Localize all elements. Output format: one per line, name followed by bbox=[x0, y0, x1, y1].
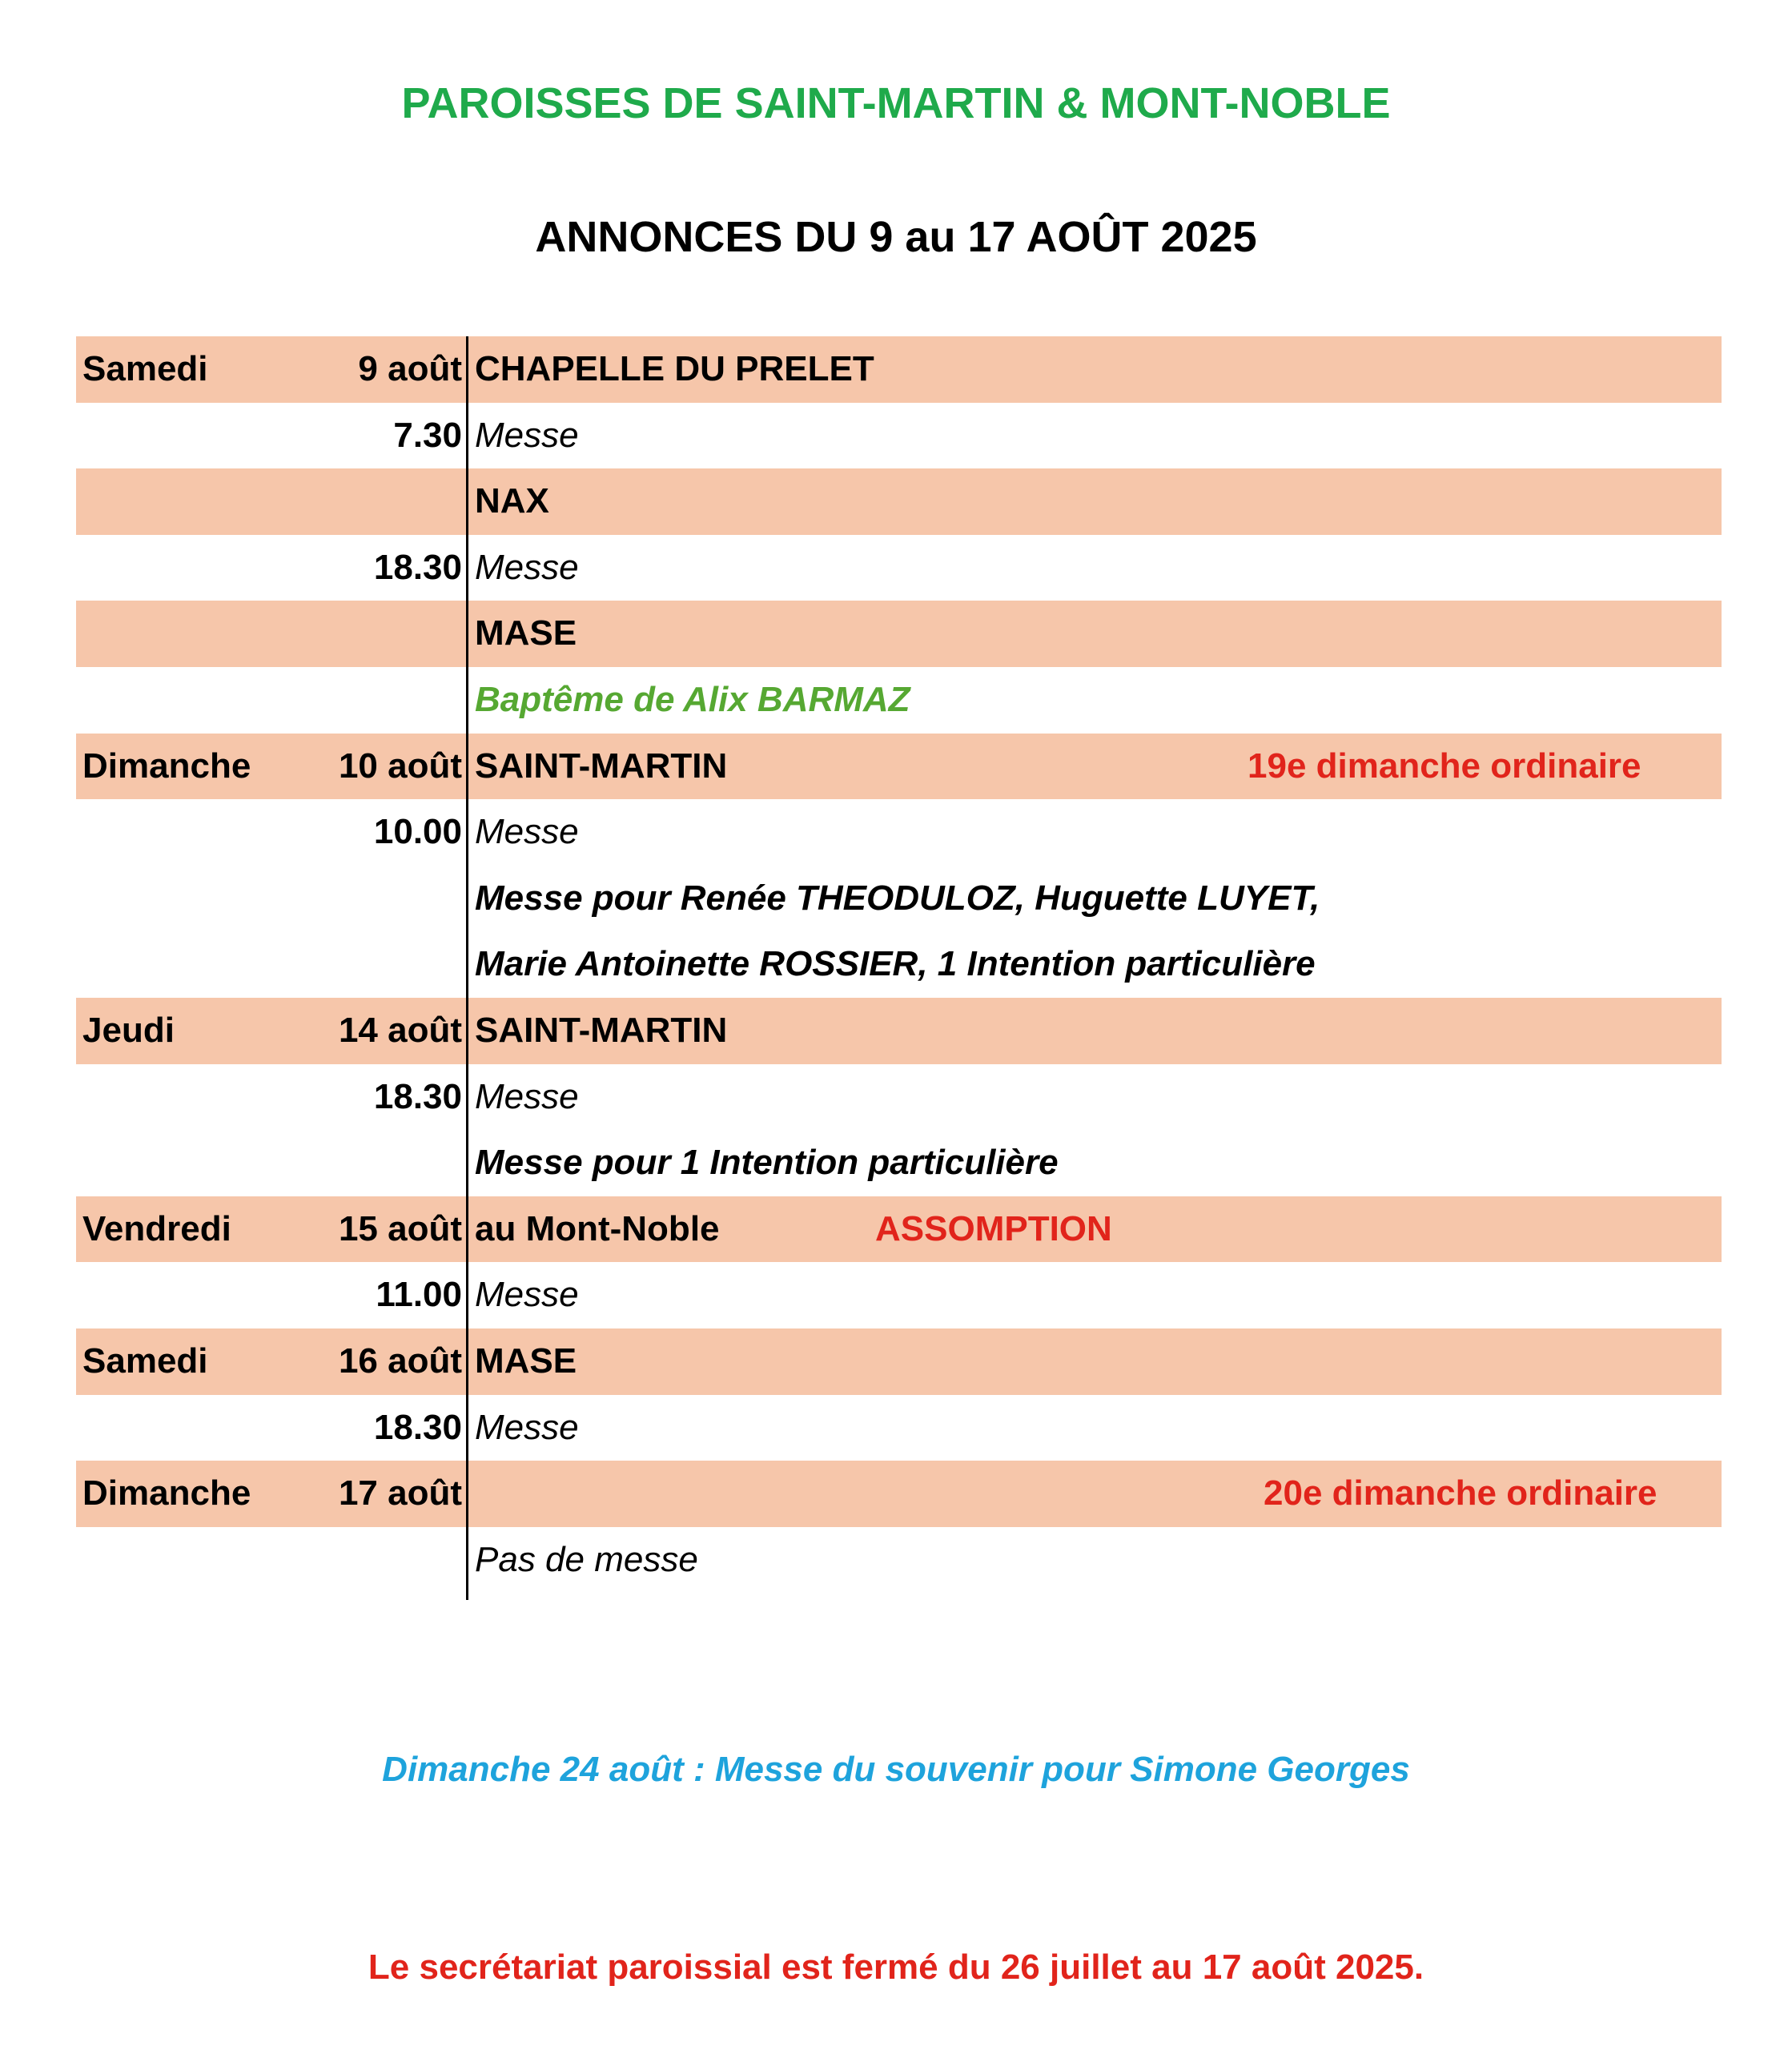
event-label: Messe bbox=[475, 812, 579, 852]
schedule-row bbox=[76, 799, 1722, 866]
location-label: NAX bbox=[475, 481, 549, 521]
day-label: Jeudi bbox=[82, 1010, 175, 1050]
schedule-row bbox=[76, 336, 1722, 403]
location-label: CHAPELLE DU PRELET bbox=[475, 349, 874, 388]
event-label: Messe bbox=[475, 415, 579, 455]
time-label: 18.30 bbox=[373, 1076, 462, 1116]
day-label: Dimanche bbox=[82, 1473, 251, 1513]
event-label: Messe bbox=[475, 547, 579, 587]
baptism-label: Baptême de Alix BARMAZ bbox=[475, 679, 910, 719]
time-label: 18.30 bbox=[373, 1407, 462, 1447]
schedule-row bbox=[76, 667, 1722, 734]
liturgical-note: ASSOMPTION bbox=[875, 1208, 1112, 1248]
date-label: 16 août bbox=[338, 1341, 462, 1381]
time-label: 10.00 bbox=[373, 812, 462, 852]
location-label: MASE bbox=[475, 613, 577, 653]
day-label: Vendredi bbox=[82, 1208, 231, 1248]
location-label: MASE bbox=[475, 1341, 577, 1381]
location-label: SAINT-MARTIN bbox=[475, 1010, 728, 1050]
schedule-row bbox=[76, 1196, 1722, 1263]
schedule-row bbox=[76, 468, 1722, 535]
time-label: 18.30 bbox=[373, 547, 462, 587]
day-label: Samedi bbox=[82, 1341, 208, 1381]
day-label: Samedi bbox=[82, 349, 208, 388]
schedule-row bbox=[76, 1461, 1722, 1527]
schedule-row bbox=[76, 866, 1722, 932]
schedule-row bbox=[76, 1328, 1722, 1395]
date-label: 9 août bbox=[358, 349, 462, 388]
event-label: Messe bbox=[475, 1407, 579, 1447]
schedule-row bbox=[76, 1527, 1722, 1594]
time-label: 11.00 bbox=[376, 1275, 462, 1315]
liturgical-note: 19e dimanche ordinaire bbox=[1248, 746, 1641, 786]
schedule-row bbox=[76, 734, 1722, 800]
schedule-row bbox=[76, 998, 1722, 1064]
location-label: au Mont-Noble bbox=[475, 1208, 720, 1248]
date-label: 15 août bbox=[338, 1208, 462, 1248]
date-label: 14 août bbox=[338, 1010, 462, 1050]
secretariat-notice: Le secrétariat paroissial est fermé du 26 juillet au 17 août 2025. bbox=[368, 1948, 1424, 1987]
location-label: SAINT-MARTIN bbox=[475, 746, 728, 786]
date-label: 10 août bbox=[338, 746, 462, 786]
schedule-row bbox=[76, 1395, 1722, 1461]
announcement-title: ANNONCES DU 9 au 17 AOÛT 2025 bbox=[535, 213, 1257, 261]
parish-title: PAROISSES DE SAINT-MARTIN & MONT-NOBLE bbox=[401, 79, 1391, 127]
event-label: Pas de messe bbox=[475, 1539, 698, 1579]
schedule-row bbox=[76, 1262, 1722, 1328]
intention-label: Marie Antoinette ROSSIER, 1 Intention particulière bbox=[475, 944, 1316, 984]
schedule-table bbox=[76, 336, 1722, 1593]
schedule-row bbox=[76, 931, 1722, 998]
liturgical-note: 20e dimanche ordinaire bbox=[1264, 1473, 1657, 1513]
schedule-row bbox=[76, 601, 1722, 667]
schedule-row bbox=[76, 1130, 1722, 1196]
schedule-row bbox=[76, 535, 1722, 601]
event-label: Messe bbox=[475, 1275, 579, 1315]
schedule-row bbox=[76, 1064, 1722, 1131]
intention-label: Messe pour 1 Intention particulière bbox=[475, 1143, 1059, 1183]
intention-label: Messe pour Renée THEODULOZ, Huguette LUYET, bbox=[475, 878, 1320, 918]
souvenir-notice: Dimanche 24 août : Messe du souvenir pour Simone Georges bbox=[382, 1750, 1410, 1789]
column-divider bbox=[466, 336, 468, 1600]
event-label: Messe bbox=[475, 1076, 579, 1116]
day-label: Dimanche bbox=[82, 746, 251, 786]
date-label: 17 août bbox=[338, 1473, 462, 1513]
time-label: 7.30 bbox=[393, 415, 462, 455]
schedule-row bbox=[76, 403, 1722, 469]
